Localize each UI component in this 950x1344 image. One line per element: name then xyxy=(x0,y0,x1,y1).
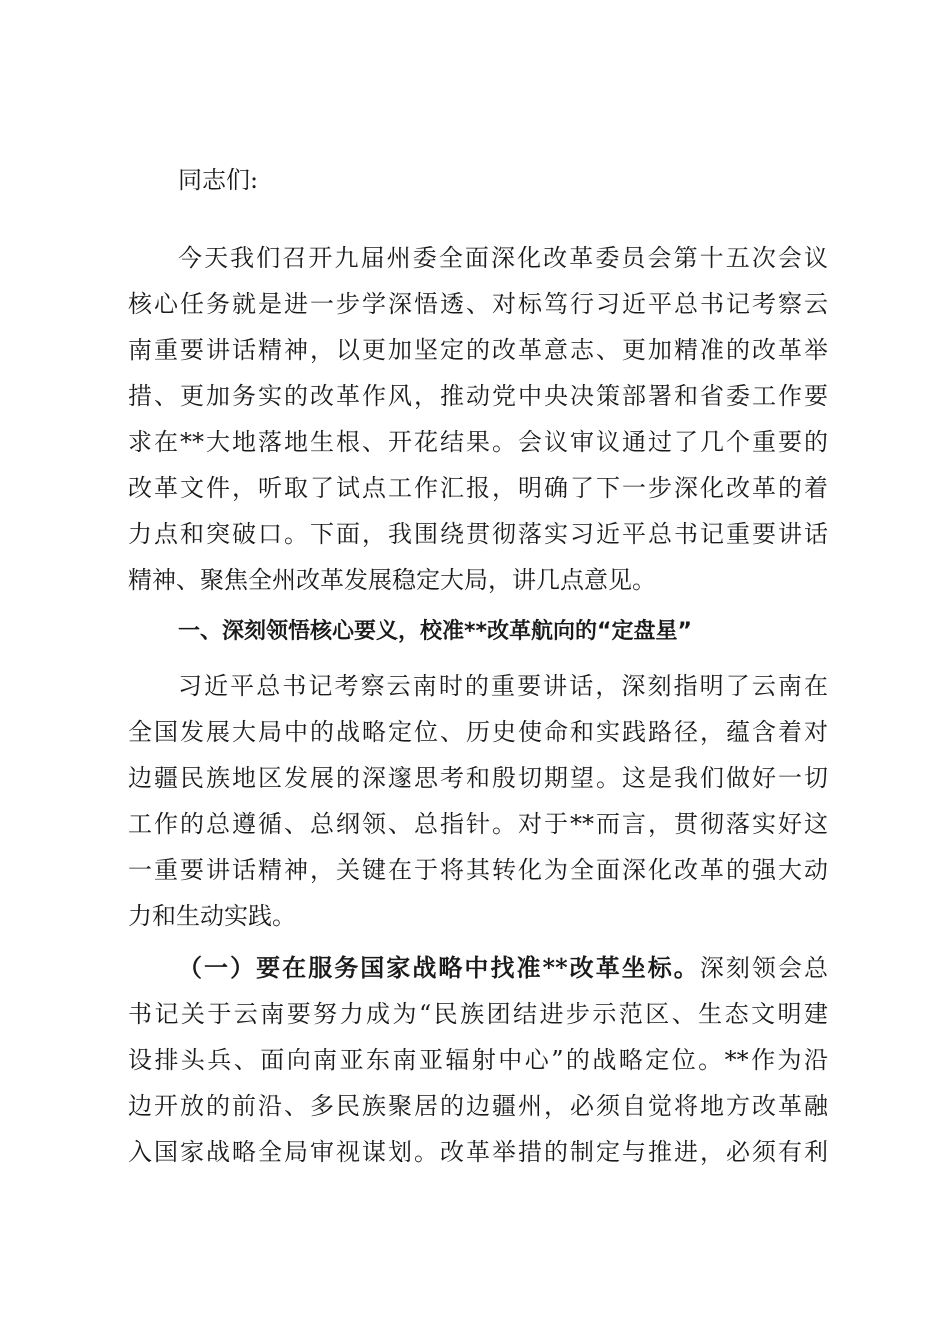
subsection-first-line xyxy=(178,948,828,988)
subsection-title: （一）要在服务国家战略中找准**改革坐标。 xyxy=(178,953,700,982)
paragraph-line: 书记关于云南要努力成为“民族团结进步示范区、生态文明建 xyxy=(128,1000,828,1028)
paragraph-line: 力点和突破口。下面，我围绕贯彻落实习近平总书记重要讲话 xyxy=(128,520,828,548)
paragraph-line: 力和生动实践。 xyxy=(128,902,296,930)
paragraph-line: 精神、聚焦全州改革发展稳定大局，讲几点意见。 xyxy=(128,566,656,594)
paragraph-line: 全国发展大局中的战略定位、历史使命和实践路径，蕴含着对 xyxy=(128,718,828,746)
section-heading: 一、深刻领悟核心要义，校准**改革航向的“定盘星” xyxy=(178,619,692,644)
paragraph-line: 工作的总遵循、总纲领、总指针。对于**而言，贯彻落实好这 xyxy=(128,810,828,838)
paragraph-line: 入国家战略全局审视谋划。改革举措的制定与推进，必须有利 xyxy=(128,1138,828,1166)
paragraph-line: 习近平总书记考察云南时的重要讲话，深刻指明了云南在 xyxy=(178,672,828,700)
paragraph-line: 设排头兵、面向南亚东南亚辐射中心”的战略定位。**作为沿 xyxy=(128,1046,828,1074)
paragraph-line: 边开放的前沿、多民族聚居的边疆州，必须自觉将地方改革融 xyxy=(128,1092,828,1120)
paragraph-line: 核心任务就是进一步学深悟透、对标笃行习近平总书记考察云 xyxy=(128,290,828,318)
salutation: 同志们: xyxy=(178,166,259,194)
paragraph-line: 改革文件，听取了试点工作汇报，明确了下一步深化改革的着 xyxy=(128,474,828,502)
subsection-first-line-rest: 深刻领会总 xyxy=(699,954,828,982)
paragraph-line: 今天我们召开九届州委全面深化改革委员会第十五次会议 xyxy=(178,244,828,272)
paragraph-line: 南重要讲话精神，以更加坚定的改革意志、更加精准的改革举 xyxy=(128,336,828,364)
paragraph-line: 一重要讲话精神，关键在于将其转化为全面深化改革的强大动 xyxy=(128,856,828,884)
paragraph-line: 求在**大地落地生根、开花结果。会议审议通过了几个重要的 xyxy=(128,428,828,456)
paragraph-line: 边疆民族地区发展的深邃思考和殷切期望。这是我们做好一切 xyxy=(128,764,828,792)
paragraph-line: 措、更加务实的改革作风，推动党中央决策部署和省委工作要 xyxy=(128,382,828,410)
